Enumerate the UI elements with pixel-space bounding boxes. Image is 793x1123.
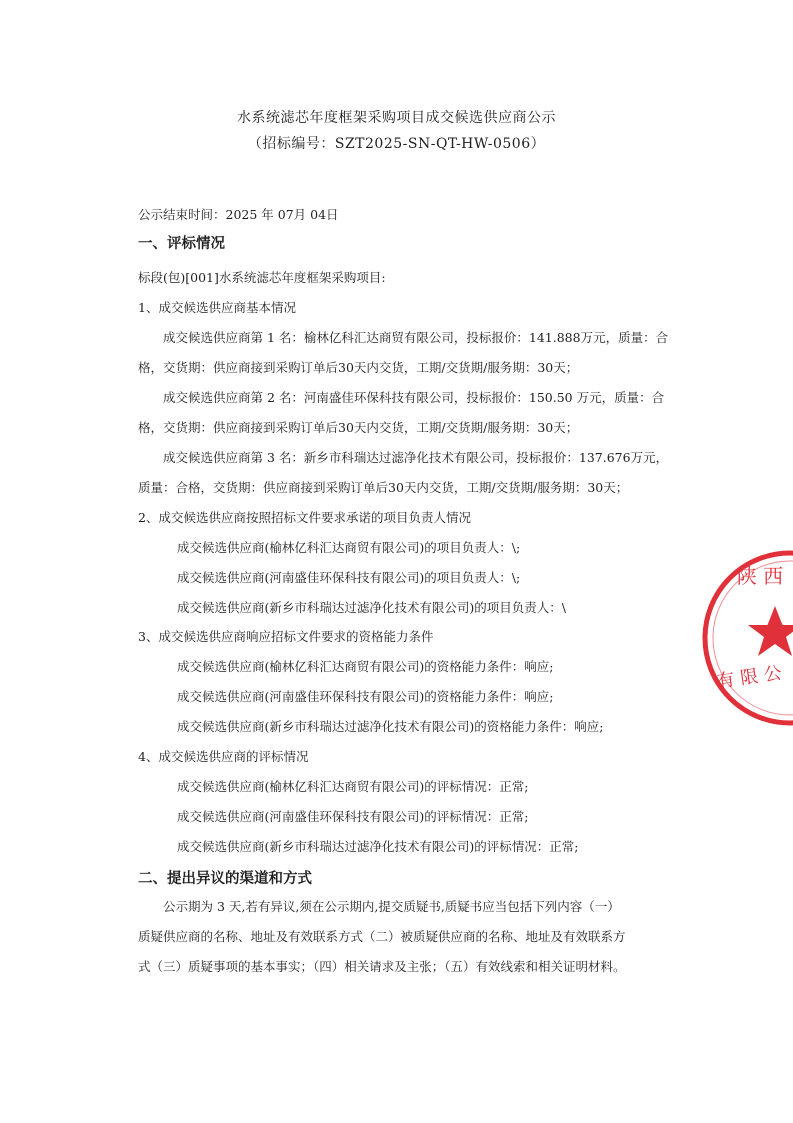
tender-number: （招标编号：SZT2025-SN-QT-HW-0506） bbox=[247, 136, 546, 152]
seal-text-bottom: 有 限 公 bbox=[715, 662, 784, 693]
project-manager-1: 成交候选供应商(榆林亿科汇达商贸有限公司)的项目负责人：\; bbox=[177, 540, 521, 555]
project-manager-2: 成交候选供应商(河南盛佳环保科技有限公司)的项目负责人：\; bbox=[177, 570, 521, 585]
document-title: 水系统滤芯年度框架采购项目成交候选供应商公示 bbox=[237, 110, 556, 126]
candidate-2-line2: 格，交货期：供应商接到采购订单后30天内交货，工期/交货期/服务期：30天； bbox=[138, 420, 579, 435]
candidate-3-line2: 质量：合格，交货期：供应商接到采购订单后30天内交货，工期/交货期/服务期：30天； bbox=[138, 480, 629, 495]
evaluation-1: 成交候选供应商(榆林亿科汇达商贸有限公司)的评标情况：正常; bbox=[177, 779, 529, 794]
objection-paragraph-line2: 质疑供应商的名称、地址及有效联系方式（二）被质疑供应商的名称、地址及有效联系方 bbox=[138, 929, 626, 944]
qualification-3: 成交候选供应商(新乡市科瑞达过滤净化技术有限公司)的资格能力条件：响应; bbox=[177, 719, 604, 734]
qualification-1: 成交候选供应商(榆林亿科汇达商贸有限公司)的资格能力条件：响应; bbox=[177, 659, 554, 674]
evaluation-2: 成交候选供应商(河南盛佳环保科技有限公司)的评标情况：正常; bbox=[177, 809, 529, 824]
subsection-title-evaluation: 4、成交候选供应商的评标情况 bbox=[138, 749, 309, 764]
seal-text-top: 陕 西 bbox=[736, 564, 784, 588]
candidate-1-line1: 成交候选供应商第 1 名：榆林亿科汇达商贸有限公司，投标报价：141.888万元，质量：合 bbox=[163, 330, 669, 345]
section-heading-objection: 二、提出异议的渠道和方式 bbox=[138, 871, 312, 887]
subsection-title-basic-info: 1、成交候选供应商基本情况 bbox=[138, 300, 296, 315]
candidate-3-line1: 成交候选供应商第 3 名：新乡市科瑞达过滤净化技术有限公司，投标报价：137.676万元， bbox=[163, 450, 669, 465]
subsection-title-project-manager: 2、成交候选供应商按照招标文件要求承诺的项目负责人情况 bbox=[138, 510, 471, 525]
candidate-1-line2: 格，交货期：供应商接到采购订单后30天内交货，工期/交货期/服务期：30天； bbox=[138, 360, 579, 375]
seal-star-icon bbox=[748, 606, 793, 656]
section-heading-evaluation: 一、评标情况 bbox=[138, 236, 225, 252]
project-manager-3: 成交候选供应商(新乡市科瑞达过滤净化技术有限公司)的项目负责人：\ bbox=[177, 600, 566, 615]
lot-title: 标段(包)[001]水系统滤芯年度框架采购项目: bbox=[138, 270, 386, 285]
subsection-title-qualification: 3、成交候选供应商响应招标文件要求的资格能力条件 bbox=[138, 629, 434, 644]
announcement-end-time: 公示结束时间：2025 年 07月 04日 bbox=[138, 207, 339, 222]
objection-paragraph-line1: 公示期为 3 天,若有异议,须在公示期内,提交质疑书,质疑书应当包括下列内容（一） bbox=[163, 899, 620, 914]
evaluation-3: 成交候选供应商(新乡市科瑞达过滤净化技术有限公司)的评标情况：正常; bbox=[177, 839, 579, 854]
candidate-2-line1: 成交候选供应商第 2 名：河南盛佳环保科技有限公司，投标报价：150.50 万元，质量：合 bbox=[163, 390, 665, 405]
qualification-2: 成交候选供应商(河南盛佳环保科技有限公司)的资格能力条件：响应; bbox=[177, 689, 554, 704]
objection-paragraph-line3: 式（三）质疑事项的基本事实；（四）相关请求及主张；（五）有效线索和相关证明材料。 bbox=[138, 959, 626, 974]
official-seal-stamp bbox=[700, 548, 793, 728]
